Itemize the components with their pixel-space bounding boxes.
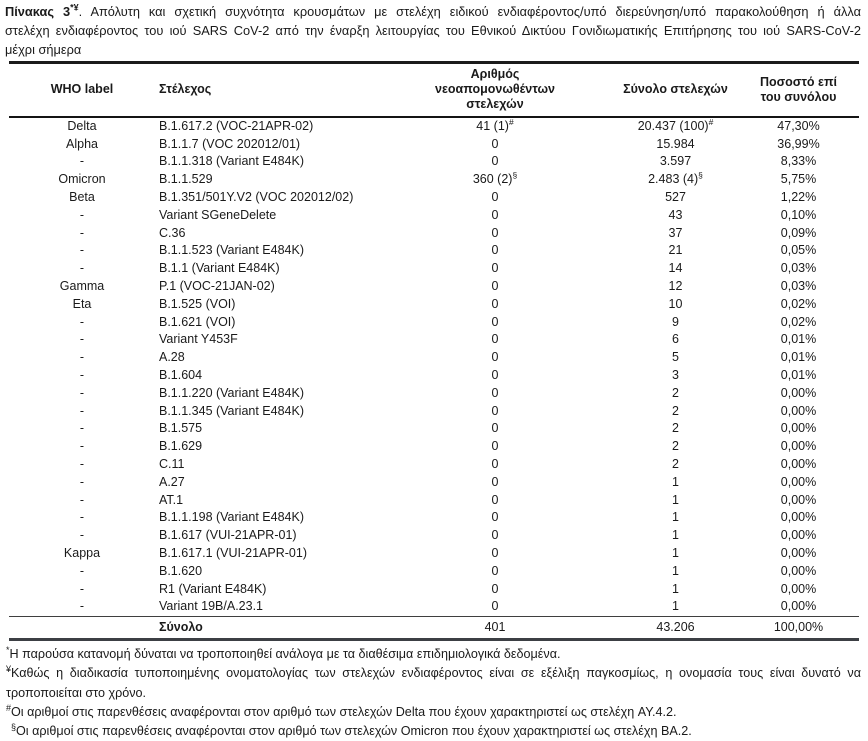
total-strains-cell: 1: [672, 563, 679, 578]
new-isolates-cell: 0: [491, 314, 499, 329]
who-label-cell: -: [79, 207, 85, 222]
strain-cell: B.1.1 (Variant E484K): [159, 261, 280, 276]
strain-cell: B.1.617 (VUI-21APR-01): [159, 528, 297, 543]
percentage-cell: 5,75%: [780, 172, 817, 187]
total-strains-cell: 20.437 (100)#: [637, 116, 714, 133]
who-label-cell: -: [79, 492, 85, 507]
total-strains-cell: 1: [672, 545, 679, 560]
who-label-cell: Kappa: [63, 545, 101, 560]
total-strains-cell: 10: [668, 296, 683, 311]
strain-cell: B.1.1.318 (Variant E484K): [159, 154, 304, 169]
total-strains-cell: 15.984: [656, 136, 695, 151]
new-isolates-cell: 0: [491, 545, 499, 560]
who-label-cell: -: [79, 563, 85, 578]
total-row: [9, 617, 859, 640]
who-label-cell: -: [79, 439, 85, 454]
new-isolates-cell: 0: [491, 385, 499, 400]
table-row: [9, 492, 859, 510]
total-strains-cell: 1: [672, 492, 679, 507]
total-percentage: 100,00%: [773, 620, 824, 635]
total-strains-cell: 37: [668, 225, 683, 240]
new-isolates-cell: 0: [491, 136, 499, 151]
total-who-cell: [9, 617, 135, 640]
footnote-marker: ¥: [6, 664, 12, 675]
table-row: [9, 296, 859, 314]
variants-table: [9, 61, 859, 641]
strain-cell: P.1 (VOC-21JAN-02): [159, 278, 275, 293]
percentage-cell: 0,02%: [780, 296, 817, 311]
who-label-cell: -: [79, 314, 85, 329]
percentage-cell: 47,30%: [777, 118, 820, 133]
cell-superscript: §: [512, 171, 518, 181]
percentage-cell: 0,02%: [780, 314, 817, 329]
table-row: [9, 117, 859, 136]
strain-cell: A.28: [159, 350, 185, 365]
total-label-cell: [135, 617, 377, 640]
table-row: [9, 225, 859, 243]
strain-cell: C.11: [159, 456, 185, 471]
new-isolates-cell: 0: [491, 528, 499, 543]
who-label-cell: -: [79, 474, 85, 489]
who-label-cell: -: [79, 403, 85, 418]
who-label-cell: Alpha: [66, 136, 98, 151]
strain-cell: B.1.575: [159, 421, 203, 436]
caption-line-3: μέχρι σήμερα: [5, 41, 82, 57]
total-strains-cell: 1: [672, 581, 679, 596]
new-isolates-cell: 0: [491, 367, 499, 382]
new-isolates-cell: 0: [491, 278, 499, 293]
new-isolates-cell: 0: [491, 492, 499, 507]
percentage-cell: 0,00%: [780, 474, 817, 489]
col-header-strain: Στέλεχος: [159, 82, 212, 97]
percentage-cell: 0,00%: [780, 403, 817, 418]
strain-cell: B.1.1.198 (Variant E484K): [159, 510, 304, 525]
total-strains-cell: 1: [672, 510, 679, 525]
total-strains-cell: 6: [672, 332, 679, 347]
new-isolates-cell: 0: [491, 189, 499, 204]
total-label: Σύνολο: [159, 620, 203, 635]
table-row: [9, 314, 859, 332]
strain-cell: AT.1: [159, 492, 184, 507]
footnote-3: [6, 703, 861, 722]
total-strains-cell: 2: [672, 456, 679, 471]
strain-cell: A.27: [159, 474, 185, 489]
percentage-cell: 0,01%: [780, 332, 817, 347]
caption-superscript: *¥: [70, 2, 79, 13]
who-label-cell: -: [79, 367, 85, 382]
table-row: [9, 349, 859, 367]
percentage-cell: 0,00%: [780, 563, 817, 578]
percentage-cell: 0,05%: [780, 243, 817, 258]
table-row: [9, 420, 859, 438]
who-label-cell: -: [79, 350, 85, 365]
who-label-cell: -: [79, 581, 85, 596]
footnote-text: Οι αριθμοί στις παρενθέσεις αναφέρονται στον αριθμό των στελεχών Omicron που έχουν χαρακτηριστεί ως στελέχη BA.2.: [16, 723, 692, 738]
percentage-cell: 0,00%: [780, 492, 817, 507]
who-label-cell: -: [79, 599, 85, 614]
new-isolates-cell: 0: [491, 154, 499, 169]
total-strains-cell: 3.597: [659, 154, 692, 169]
percentage-cell: 0,00%: [780, 599, 817, 614]
total-strains-cell: 5: [672, 350, 679, 365]
table-row: [9, 563, 859, 581]
strain-cell: B.1.1.523 (Variant E484K): [159, 243, 304, 258]
total-strains-cell: 2: [672, 421, 679, 436]
percentage-cell: 0,01%: [780, 367, 817, 382]
footnote-1: [6, 645, 861, 664]
who-label-cell: -: [79, 528, 85, 543]
strain-cell: B.1.617.2 (VOC-21APR-02): [159, 118, 314, 133]
total-strains-cell: 2: [672, 439, 679, 454]
strain-cell: C.36: [159, 225, 186, 240]
table-header: [9, 63, 859, 117]
col-header-who-label: WHO label: [50, 82, 114, 97]
total-strains-cell: 2.483 (4)§: [648, 171, 703, 187]
who-label-cell: Delta: [67, 118, 97, 133]
strain-cell: B.1.525 (VOI): [159, 296, 236, 311]
strain-cell: B.1.1.529: [159, 172, 213, 187]
new-isolates-cell: 0: [491, 581, 499, 596]
strain-cell: B.1.351/501Y.V2 (VOC 202012/02): [159, 189, 354, 204]
table-row: [9, 527, 859, 545]
cell-superscript: #: [508, 116, 514, 127]
percentage-cell: 36,99%: [777, 136, 820, 151]
new-isolates-cell: 0: [491, 296, 499, 311]
cell-superscript: §: [698, 171, 703, 181]
table-row: [9, 545, 859, 563]
who-label-cell: -: [79, 225, 85, 240]
total-band: [9, 617, 859, 640]
strain-cell: B.1.621 (VOI): [159, 314, 236, 329]
col-header-percentage: Ποσοστό επί του συνόλου: [759, 74, 838, 104]
who-label-cell: -: [79, 421, 85, 436]
new-isolates-cell: 0: [491, 350, 499, 365]
table-row: [9, 153, 859, 171]
col-header-total-strains: Σύνολο στελεχών: [623, 82, 728, 97]
table-row: [9, 207, 859, 225]
table-row: [9, 474, 859, 492]
new-isolates-cell: 0: [491, 403, 499, 418]
new-isolates-cell: 0: [491, 332, 499, 347]
strain-cell: B.1.1.220 (Variant E484K): [159, 385, 304, 400]
who-label-cell: -: [79, 510, 85, 525]
table-row: [9, 242, 859, 260]
table-row: [9, 509, 859, 527]
new-isolates-cell: 0: [491, 510, 499, 525]
cell-superscript: #: [708, 116, 714, 127]
total-strains-cell: 527: [665, 189, 686, 204]
footnote-text: Καθώς η διαδικασία τυποποιημένης ονοματολογίας των στελεχών ενδιαφέροντος είναι σε εξέλιξη παγκοσμίως, η ονομασία τους είναι δυνατό να τροποποιείται στο χρόνο.: [6, 666, 861, 700]
table-row: [9, 581, 859, 599]
strain-cell: Variant SGeneDelete: [159, 207, 277, 222]
new-isolates-cell: 360 (2)§: [472, 171, 518, 187]
table-row: [9, 385, 859, 403]
who-label-cell: Eta: [72, 296, 92, 311]
percentage-cell: 0,00%: [780, 545, 817, 560]
new-isolates-cell: 0: [491, 261, 499, 276]
table-row: [9, 598, 859, 616]
percentage-cell: 0,03%: [780, 261, 817, 276]
col-header-new-isolates: Αριθμός νεοαπομονωθέντων στελεχών: [435, 67, 555, 111]
new-isolates-cell: 0: [491, 599, 499, 614]
caption-label: Πίνακας 3: [5, 4, 71, 19]
total-strains-cell: 21: [668, 243, 683, 258]
strain-cell: B.1.617.1 (VUI-21APR-01): [159, 545, 307, 560]
table-row: [9, 331, 859, 349]
table-row: [9, 189, 859, 207]
who-label-cell: -: [79, 332, 85, 347]
table-body: [9, 117, 859, 617]
table-row: [9, 438, 859, 456]
percentage-cell: 0,01%: [780, 350, 817, 365]
strain-cell: B.1.604: [159, 367, 203, 382]
strain-cell: B.1.1.345 (Variant E484K): [159, 403, 304, 418]
percentage-cell: 0,00%: [780, 439, 817, 454]
new-isolates-cell: 0: [491, 421, 499, 436]
percentage-cell: 0,00%: [780, 510, 817, 525]
strain-cell: R1 (Variant E484K): [159, 581, 267, 596]
total-strains-cell: 1: [672, 599, 679, 614]
percentage-cell: 0,00%: [780, 581, 817, 596]
total-strains-cell: 43: [668, 207, 683, 222]
new-isolates-cell: 0: [491, 439, 499, 454]
strain-cell: B.1.629: [159, 439, 203, 454]
percentage-cell: 0,00%: [780, 528, 817, 543]
caption-line-1-text: . Απόλυτη και σχετική συχνότητα κρουσμάτων με στελέχη ειδικού ενδιαφέροντος/υπό διερεύνηση/υπό παρακολούθηση ή άλλα: [78, 4, 862, 19]
total-strains-cell: 2: [672, 385, 679, 400]
percentage-cell: 1,22%: [780, 189, 817, 204]
who-label-cell: -: [79, 243, 85, 258]
total-strains: 43.206: [656, 620, 695, 635]
table-row: [9, 456, 859, 474]
footnote-text: Οι αριθμοί στις παρενθέσεις αναφέρονται στον αριθμό των στελεχών Delta που έχουν χαρακτηριστεί ως στελέχη AY.4.2.: [11, 704, 677, 719]
new-isolates-cell: 0: [491, 474, 499, 489]
strain-cell: B.1.620: [159, 563, 203, 578]
table-caption: [5, 3, 861, 59]
footnote-2: [6, 664, 861, 702]
total-strains-cell: 3: [672, 367, 679, 382]
total-strains-cell: 1: [672, 528, 679, 543]
footnote-text: Η παρούσα κατανομή δύναται να τροποποιηθεί ανάλογα με τα διαθέσιμα επιδημιολογικά δεδομένα.: [9, 647, 561, 662]
new-isolates-cell: 0: [491, 207, 499, 222]
new-isolates-cell: 0: [491, 563, 499, 578]
total-strains-cell: 9: [672, 314, 679, 329]
table-row: [9, 136, 859, 154]
percentage-cell: 0,09%: [780, 225, 817, 240]
new-isolates-cell: 41 (1)#: [476, 116, 514, 133]
percentage-cell: 0,10%: [780, 207, 817, 222]
total-strains-cell: 12: [668, 278, 683, 293]
table-row: [9, 171, 859, 189]
footnote-4: [6, 722, 861, 741]
header-row: [9, 63, 859, 117]
who-label-cell: Beta: [69, 189, 95, 204]
table-row: [9, 367, 859, 385]
caption-line-2: στελέχη ενδιαφέροντος του ιού SARS CoV-2 από την έναρξη λειτουργίας του Εθνικού Δικτύου Γονιδιωματικής Επιτήρησης του ιού SARS-CoV-2: [5, 22, 861, 38]
caption-line-1: [5, 3, 861, 22]
new-isolates-cell: 0: [491, 225, 499, 240]
percentage-cell: 0,00%: [780, 385, 817, 400]
who-label-cell: -: [79, 261, 85, 276]
table-row: [9, 403, 859, 421]
who-label-cell: Gamma: [59, 278, 105, 293]
table-row: [9, 260, 859, 278]
footnote-marker: *: [6, 644, 10, 655]
total-strains-cell: 2: [672, 403, 679, 418]
percentage-cell: 0,00%: [780, 421, 817, 436]
strain-cell: B.1.1.7 (VOC 202012/01): [159, 136, 301, 151]
who-label-cell: -: [79, 385, 85, 400]
total-strains-cell: 14: [668, 261, 683, 276]
table-row: [9, 278, 859, 296]
who-label-cell: -: [79, 154, 85, 169]
new-isolates-cell: 0: [491, 243, 499, 258]
percentage-cell: 0,00%: [780, 456, 817, 471]
new-isolates-cell: 0: [491, 456, 499, 471]
total-strains-cell: 1: [672, 474, 679, 489]
percentage-cell: 0,03%: [780, 278, 817, 293]
strain-cell: Variant Y453F: [159, 332, 238, 347]
footnote-marker: #: [6, 702, 12, 713]
total-new-isolates: 401: [484, 620, 506, 635]
strain-cell: Variant 19B/A.23.1: [159, 599, 264, 614]
footnote-marker: §: [11, 721, 17, 732]
who-label-cell: -: [79, 456, 85, 471]
who-label-cell: Omicron: [58, 172, 106, 187]
percentage-cell: 8,33%: [780, 154, 817, 169]
